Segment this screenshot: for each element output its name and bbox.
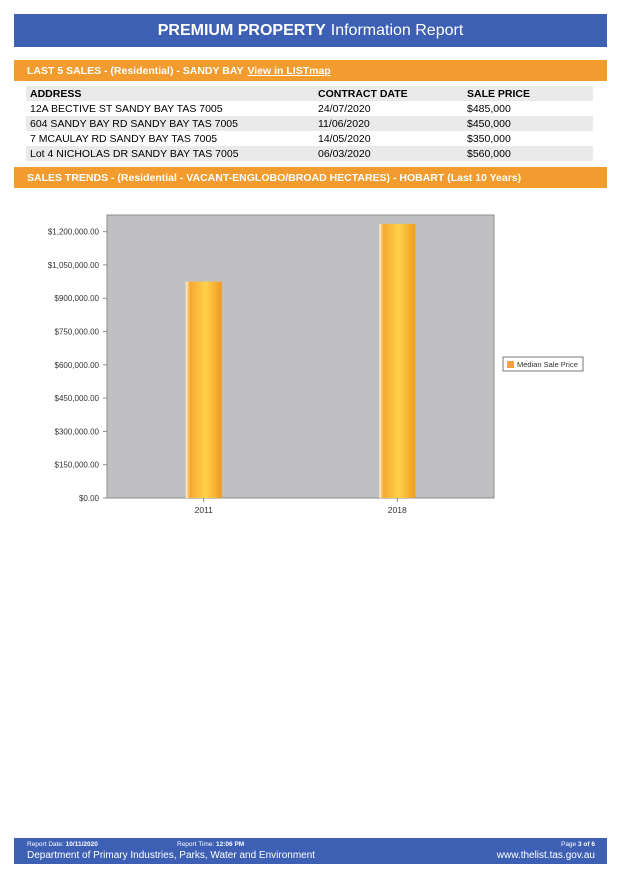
sales-table <box>26 86 593 161</box>
y-tick-label: $150,000.00 <box>54 460 99 470</box>
y-tick-label: $1,200,000.00 <box>47 227 99 237</box>
trends-section-title: SALES TRENDS - (Residential - VACANT-ENGLOBO/BROAD HECTARES) - HOBART (Last 10 Years) <box>27 171 522 184</box>
bar-2011 <box>186 282 222 498</box>
date-cell: 06/03/2020 <box>318 147 371 160</box>
address-cell: 604 SANDY BAY RD SANDY BAY TAS 7005 <box>30 117 238 130</box>
address-cell: Lot 4 NICHOLAS DR SANDY BAY TAS 7005 <box>30 147 239 160</box>
column-header: ADDRESS <box>30 87 82 100</box>
address-cell: 12A BECTIVE ST SANDY BAY TAS 7005 <box>30 102 223 115</box>
x-tick-label: 2018 <box>387 505 407 515</box>
report-time: Report Time: 12:06 PM <box>177 841 245 848</box>
table-row <box>26 116 593 131</box>
x-tick-label: 2011 <box>194 505 213 515</box>
header-title-rest: Information Report <box>330 21 464 39</box>
bar-2018 <box>379 224 415 498</box>
table-row <box>26 131 593 146</box>
y-tick-label: $0.00 <box>78 494 99 503</box>
y-tick-label: $1,050,000.00 <box>47 260 99 270</box>
address-cell: 7 MCAULAY RD SANDY BAY TAS 7005 <box>30 132 218 145</box>
sales-trend-chart <box>20 200 600 530</box>
price-cell: $350,000 <box>467 132 511 145</box>
y-tick-label: $750,000.00 <box>54 327 99 337</box>
header-title-bold: PREMIUM PROPERTY <box>157 21 326 39</box>
price-cell: $560,000 <box>467 147 511 160</box>
page-number: Page 3 of 6 <box>560 841 595 848</box>
price-cell: $485,000 <box>467 102 511 115</box>
department-name: Department of Primary Industries, Parks, Water and Environment <box>27 850 316 861</box>
table-row <box>26 101 593 116</box>
y-tick-label: $300,000.00 <box>54 427 99 437</box>
trends-section-header <box>14 167 607 188</box>
report-header <box>14 14 607 47</box>
column-header: SALE PRICE <box>467 87 531 100</box>
date-cell: 14/05/2020 <box>318 132 371 145</box>
sales-section-header <box>14 60 607 81</box>
price-cell: $450,000 <box>467 117 511 130</box>
date-cell: 11/06/2020 <box>318 117 370 130</box>
sales-section-title: LAST 5 SALES - (Residential) - SANDY BAY <box>27 64 244 77</box>
listmap-link[interactable]: View in LISTmap <box>247 64 331 77</box>
plot-area <box>107 215 494 498</box>
date-cell: 24/07/2020 <box>318 102 371 115</box>
report-date: Report Date: 10/11/2020 <box>27 841 98 848</box>
table-header-row <box>26 86 593 101</box>
legend-label: Median Sale Price <box>517 360 578 369</box>
website-link[interactable]: www.thelist.tas.gov.au <box>496 850 595 861</box>
y-tick-label: $900,000.00 <box>54 294 99 304</box>
table-row <box>26 146 593 161</box>
column-header: CONTRACT DATE <box>318 87 408 100</box>
y-tick-label: $600,000.00 <box>54 360 99 370</box>
legend-swatch <box>507 361 514 368</box>
report-footer <box>14 838 607 864</box>
y-tick-label: $450,000.00 <box>54 394 99 404</box>
